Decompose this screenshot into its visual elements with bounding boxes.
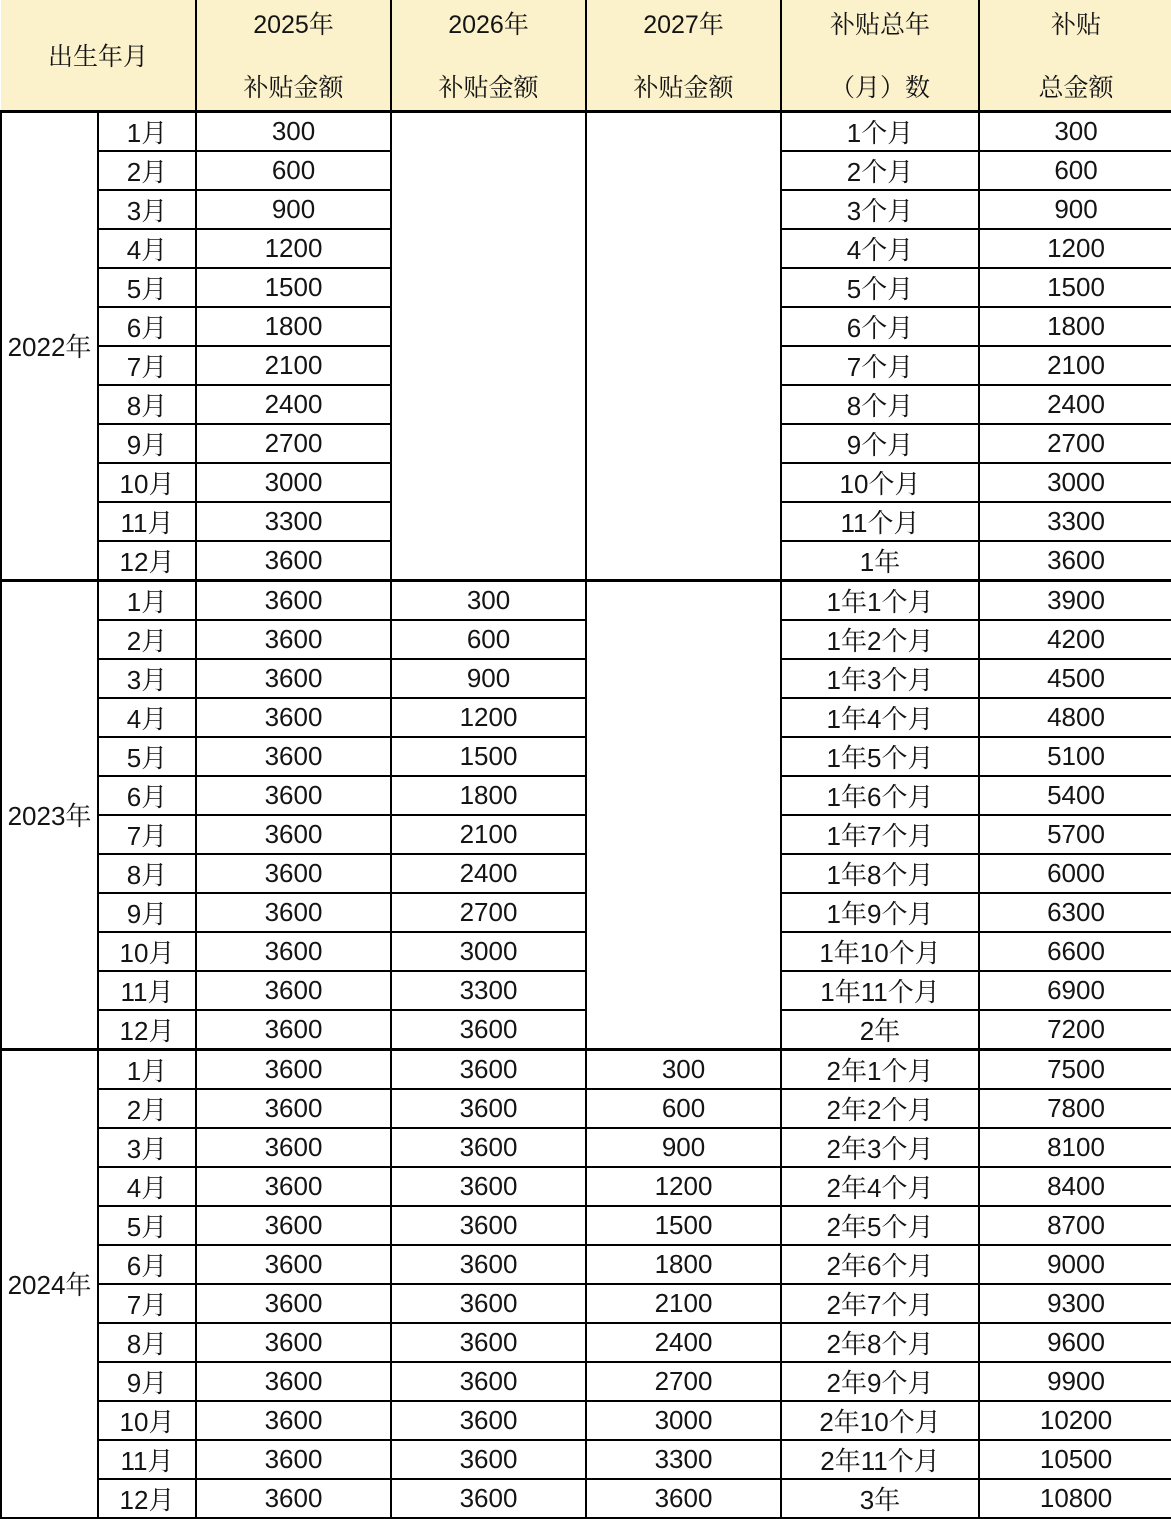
amount-2025-cell: 3600 <box>196 737 391 776</box>
total-amount-cell: 1200 <box>979 229 1171 268</box>
duration-cell: 2年5个月 <box>781 1206 979 1245</box>
duration-cell: 1年10个月 <box>781 932 979 971</box>
birth-month-cell: 5月 <box>98 737 196 776</box>
amount-2025-cell: 1800 <box>196 307 391 346</box>
amount-2025-cell: 1500 <box>196 268 391 307</box>
amount-2027-cell: 3600 <box>586 1479 781 1518</box>
table-row <box>1 1128 1171 1167</box>
total-amount-cell: 2400 <box>979 385 1171 424</box>
header-2026-line2: 补贴金额 <box>438 74 539 103</box>
total-amount-cell: 900 <box>979 190 1171 229</box>
header-2026-line1: 2026年 <box>448 11 529 40</box>
amount-2026-cell: 3600 <box>391 1362 586 1401</box>
birth-year-cell: 2023年 <box>1 580 98 1049</box>
duration-cell: 6个月 <box>781 307 979 346</box>
birth-month-cell: 2月 <box>98 151 196 190</box>
birth-month-cell: 7月 <box>98 1284 196 1323</box>
duration-cell: 1年7个月 <box>781 815 979 854</box>
amount-2025-cell: 3600 <box>196 1362 391 1401</box>
duration-cell: 1年3个月 <box>781 659 979 698</box>
total-amount-cell: 4500 <box>979 659 1171 698</box>
total-amount-cell: 3000 <box>979 463 1171 502</box>
table-row <box>1 1206 1171 1245</box>
duration-cell: 3个月 <box>781 190 979 229</box>
duration-cell: 2年8个月 <box>781 1323 979 1362</box>
header-2026-amount <box>391 0 586 111</box>
amount-2027-cell: 900 <box>586 1128 781 1167</box>
amount-2025-cell: 2100 <box>196 346 391 385</box>
birth-month-cell: 11月 <box>98 1440 196 1479</box>
header-2027-line2: 补贴金额 <box>633 74 734 103</box>
birth-month-cell: 10月 <box>98 463 196 502</box>
amount-2025-cell: 3600 <box>196 1284 391 1323</box>
duration-cell: 3年 <box>781 1479 979 1518</box>
table-header <box>1 0 1171 111</box>
amount-2027-cell: 600 <box>586 1089 781 1128</box>
amount-2026-cell: 600 <box>391 620 586 659</box>
duration-cell: 8个月 <box>781 385 979 424</box>
birth-month-cell: 10月 <box>98 1401 196 1440</box>
birth-month-cell: 5月 <box>98 1206 196 1245</box>
total-amount-cell: 10800 <box>979 1479 1171 1518</box>
amount-2025-cell: 3600 <box>196 1245 391 1284</box>
birth-month-cell: 6月 <box>98 1245 196 1284</box>
duration-cell: 2年2个月 <box>781 1089 979 1128</box>
amount-2026-cell: 2400 <box>391 854 586 893</box>
total-amount-cell: 1800 <box>979 307 1171 346</box>
duration-cell: 1年6个月 <box>781 776 979 815</box>
total-amount-cell: 5100 <box>979 737 1171 776</box>
birth-month-cell: 12月 <box>98 1479 196 1518</box>
header-2025-line2: 补贴金额 <box>243 74 344 103</box>
total-amount-cell: 9300 <box>979 1284 1171 1323</box>
birth-month-cell: 9月 <box>98 893 196 932</box>
amount-2025-cell: 3600 <box>196 659 391 698</box>
birth-month-cell: 4月 <box>98 698 196 737</box>
amount-2026-cell: 3600 <box>391 1440 586 1479</box>
amount-2026-cell: 3600 <box>391 1010 586 1050</box>
total-amount-cell: 8400 <box>979 1167 1171 1206</box>
amount-2025-cell: 3000 <box>196 463 391 502</box>
total-amount-cell: 6000 <box>979 854 1171 893</box>
total-amount-cell: 8700 <box>979 1206 1171 1245</box>
amount-2025-cell: 3600 <box>196 1479 391 1518</box>
total-amount-cell: 600 <box>979 151 1171 190</box>
header-total-amount <box>979 0 1171 111</box>
duration-cell: 2年10个月 <box>781 1401 979 1440</box>
total-amount-cell: 7800 <box>979 1089 1171 1128</box>
table-row <box>1 1323 1171 1362</box>
amount-2025-cell: 3600 <box>196 580 391 620</box>
table-row <box>1 1284 1171 1323</box>
amount-2026-cell: 900 <box>391 659 586 698</box>
duration-cell: 1个月 <box>781 111 979 151</box>
header-row <box>1 0 1171 111</box>
amount-2026-cell: 3600 <box>391 1479 586 1518</box>
duration-cell: 11个月 <box>781 502 979 541</box>
amount-2025-cell: 3600 <box>196 1440 391 1479</box>
duration-cell: 2年 <box>781 1010 979 1050</box>
table-row <box>1 1010 1171 1050</box>
total-amount-cell: 10500 <box>979 1440 1171 1479</box>
table-body <box>1 111 1171 1518</box>
table-row <box>1 854 1171 893</box>
total-amount-cell: 2100 <box>979 346 1171 385</box>
total-amount-cell: 2700 <box>979 424 1171 463</box>
birth-month-cell: 8月 <box>98 1323 196 1362</box>
amount-2026-cell: 3600 <box>391 1089 586 1128</box>
amount-2027-cell: 1500 <box>586 1206 781 1245</box>
amount-2026-cell: 3600 <box>391 1401 586 1440</box>
birth-month-cell: 2月 <box>98 1089 196 1128</box>
table-row <box>1 1440 1171 1479</box>
header-birth-date <box>1 0 196 111</box>
amount-2025-cell: 3600 <box>196 893 391 932</box>
header-total-line2: 总金额 <box>1038 74 1114 103</box>
total-amount-cell: 4800 <box>979 698 1171 737</box>
amount-2025-cell: 3600 <box>196 971 391 1010</box>
amount-2027-cell-merged-empty <box>586 580 781 1049</box>
total-amount-cell: 7200 <box>979 1010 1171 1050</box>
amount-2026-cell: 3300 <box>391 971 586 1010</box>
birth-month-cell: 9月 <box>98 424 196 463</box>
table-row <box>1 815 1171 854</box>
amount-2025-cell: 3600 <box>196 1010 391 1050</box>
birth-month-cell: 8月 <box>98 385 196 424</box>
total-amount-cell: 6300 <box>979 893 1171 932</box>
table-row <box>1 698 1171 737</box>
header-2025-amount <box>196 0 391 111</box>
total-amount-cell: 3300 <box>979 502 1171 541</box>
amount-2026-cell: 3000 <box>391 932 586 971</box>
amount-2026-cell: 1200 <box>391 698 586 737</box>
amount-2026-cell: 3600 <box>391 1128 586 1167</box>
birth-month-cell: 1月 <box>98 1049 196 1089</box>
birth-month-cell: 4月 <box>98 1167 196 1206</box>
amount-2026-cell: 3600 <box>391 1284 586 1323</box>
header-total-line1: 补贴 <box>1051 11 1102 40</box>
duration-cell: 2年9个月 <box>781 1362 979 1401</box>
amount-2027-cell: 3300 <box>586 1440 781 1479</box>
birth-month-cell: 11月 <box>98 971 196 1010</box>
amount-2025-cell: 3600 <box>196 541 391 581</box>
table-row <box>1 1167 1171 1206</box>
amount-2025-cell: 1200 <box>196 229 391 268</box>
birth-month-cell: 11月 <box>98 502 196 541</box>
birth-month-cell: 3月 <box>98 1128 196 1167</box>
duration-cell: 2年4个月 <box>781 1167 979 1206</box>
amount-2025-cell: 3600 <box>196 776 391 815</box>
total-amount-cell: 8100 <box>979 1128 1171 1167</box>
duration-cell: 7个月 <box>781 346 979 385</box>
table-row <box>1 893 1171 932</box>
table-row <box>1 737 1171 776</box>
amount-2027-cell: 1200 <box>586 1167 781 1206</box>
birth-month-cell: 6月 <box>98 307 196 346</box>
amount-2025-cell: 2700 <box>196 424 391 463</box>
amount-2025-cell: 3600 <box>196 1049 391 1089</box>
table-row <box>1 580 1171 620</box>
header-birth-date-label: 出生年月 <box>48 42 149 71</box>
amount-2027-cell: 2400 <box>586 1323 781 1362</box>
header-duration-line1: 补贴总年 <box>830 11 931 40</box>
birth-month-cell: 7月 <box>98 815 196 854</box>
duration-cell: 4个月 <box>781 229 979 268</box>
duration-cell: 9个月 <box>781 424 979 463</box>
amount-2027-cell-merged-empty <box>586 111 781 580</box>
amount-2026-cell: 1800 <box>391 776 586 815</box>
amount-2025-cell: 300 <box>196 111 391 151</box>
duration-cell: 1年9个月 <box>781 893 979 932</box>
duration-cell: 10个月 <box>781 463 979 502</box>
duration-cell: 1年5个月 <box>781 737 979 776</box>
duration-cell: 1年 <box>781 541 979 581</box>
birth-month-cell: 3月 <box>98 190 196 229</box>
birth-month-cell: 5月 <box>98 268 196 307</box>
duration-cell: 2年6个月 <box>781 1245 979 1284</box>
amount-2027-cell: 1800 <box>586 1245 781 1284</box>
total-amount-cell: 10200 <box>979 1401 1171 1440</box>
birth-month-cell: 3月 <box>98 659 196 698</box>
table-row <box>1 776 1171 815</box>
amount-2025-cell: 3600 <box>196 1167 391 1206</box>
total-amount-cell: 9900 <box>979 1362 1171 1401</box>
birth-year-cell: 2022年 <box>1 111 98 580</box>
amount-2025-cell: 3600 <box>196 1089 391 1128</box>
amount-2025-cell: 3300 <box>196 502 391 541</box>
birth-month-cell: 12月 <box>98 1010 196 1050</box>
birth-month-cell: 4月 <box>98 229 196 268</box>
amount-2025-cell: 3600 <box>196 854 391 893</box>
duration-cell: 1年2个月 <box>781 620 979 659</box>
duration-cell: 2年11个月 <box>781 1440 979 1479</box>
table-row <box>1 1049 1171 1089</box>
amount-2026-cell: 2100 <box>391 815 586 854</box>
amount-2025-cell: 900 <box>196 190 391 229</box>
amount-2026-cell: 3600 <box>391 1167 586 1206</box>
table-row <box>1 1089 1171 1128</box>
duration-cell: 1年11个月 <box>781 971 979 1010</box>
birth-month-cell: 9月 <box>98 1362 196 1401</box>
duration-cell: 2年3个月 <box>781 1128 979 1167</box>
duration-cell: 2年7个月 <box>781 1284 979 1323</box>
total-amount-cell: 4200 <box>979 620 1171 659</box>
table-row <box>1 1401 1171 1440</box>
total-amount-cell: 7500 <box>979 1049 1171 1089</box>
amount-2025-cell: 600 <box>196 151 391 190</box>
amount-2026-cell: 2700 <box>391 893 586 932</box>
total-amount-cell: 5700 <box>979 815 1171 854</box>
birth-month-cell: 8月 <box>98 854 196 893</box>
amount-2027-cell: 2100 <box>586 1284 781 1323</box>
amount-2026-cell: 3600 <box>391 1206 586 1245</box>
amount-2025-cell: 3600 <box>196 1323 391 1362</box>
amount-2026-cell: 3600 <box>391 1245 586 1284</box>
amount-2027-cell: 3000 <box>586 1401 781 1440</box>
total-amount-cell: 9600 <box>979 1323 1171 1362</box>
amount-2025-cell: 3600 <box>196 1206 391 1245</box>
table-row <box>1 1362 1171 1401</box>
table-row <box>1 659 1171 698</box>
amount-2027-cell: 2700 <box>586 1362 781 1401</box>
amount-2025-cell: 2400 <box>196 385 391 424</box>
table-row <box>1 932 1171 971</box>
total-amount-cell: 3900 <box>979 580 1171 620</box>
total-amount-cell: 5400 <box>979 776 1171 815</box>
duration-cell: 2个月 <box>781 151 979 190</box>
total-amount-cell: 3600 <box>979 541 1171 581</box>
amount-2025-cell: 3600 <box>196 932 391 971</box>
birth-month-cell: 12月 <box>98 541 196 581</box>
amount-2025-cell: 3600 <box>196 698 391 737</box>
total-amount-cell: 6900 <box>979 971 1171 1010</box>
duration-cell: 5个月 <box>781 268 979 307</box>
total-amount-cell: 1500 <box>979 268 1171 307</box>
total-amount-cell: 6600 <box>979 932 1171 971</box>
table-row <box>1 971 1171 1010</box>
birth-month-cell: 10月 <box>98 932 196 971</box>
total-amount-cell: 300 <box>979 111 1171 151</box>
amount-2025-cell: 3600 <box>196 815 391 854</box>
header-total-duration <box>781 0 979 111</box>
duration-cell: 1年4个月 <box>781 698 979 737</box>
birth-month-cell: 1月 <box>98 580 196 620</box>
birth-month-cell: 1月 <box>98 111 196 151</box>
table-row <box>1 111 1171 151</box>
header-2027-amount <box>586 0 781 111</box>
table-row <box>1 1479 1171 1518</box>
amount-2027-cell: 300 <box>586 1049 781 1089</box>
birth-year-cell: 2024年 <box>1 1049 98 1518</box>
table-row <box>1 1245 1171 1284</box>
amount-2026-cell: 1500 <box>391 737 586 776</box>
birth-month-cell: 6月 <box>98 776 196 815</box>
table-row <box>1 620 1171 659</box>
duration-cell: 1年1个月 <box>781 580 979 620</box>
header-2027-line1: 2027年 <box>643 11 724 40</box>
total-amount-cell: 9000 <box>979 1245 1171 1284</box>
amount-2025-cell: 3600 <box>196 620 391 659</box>
amount-2025-cell: 3600 <box>196 1401 391 1440</box>
amount-2025-cell: 3600 <box>196 1128 391 1167</box>
header-2025-line1: 2025年 <box>253 11 334 40</box>
header-duration-line2: （月）数 <box>830 74 931 103</box>
duration-cell: 2年1个月 <box>781 1049 979 1089</box>
amount-2026-cell: 3600 <box>391 1049 586 1089</box>
amount-2026-cell: 300 <box>391 580 586 620</box>
birth-month-cell: 7月 <box>98 346 196 385</box>
duration-cell: 1年8个月 <box>781 854 979 893</box>
birth-month-cell: 2月 <box>98 620 196 659</box>
amount-2026-cell: 3600 <box>391 1323 586 1362</box>
amount-2026-cell-merged-empty <box>391 111 586 580</box>
